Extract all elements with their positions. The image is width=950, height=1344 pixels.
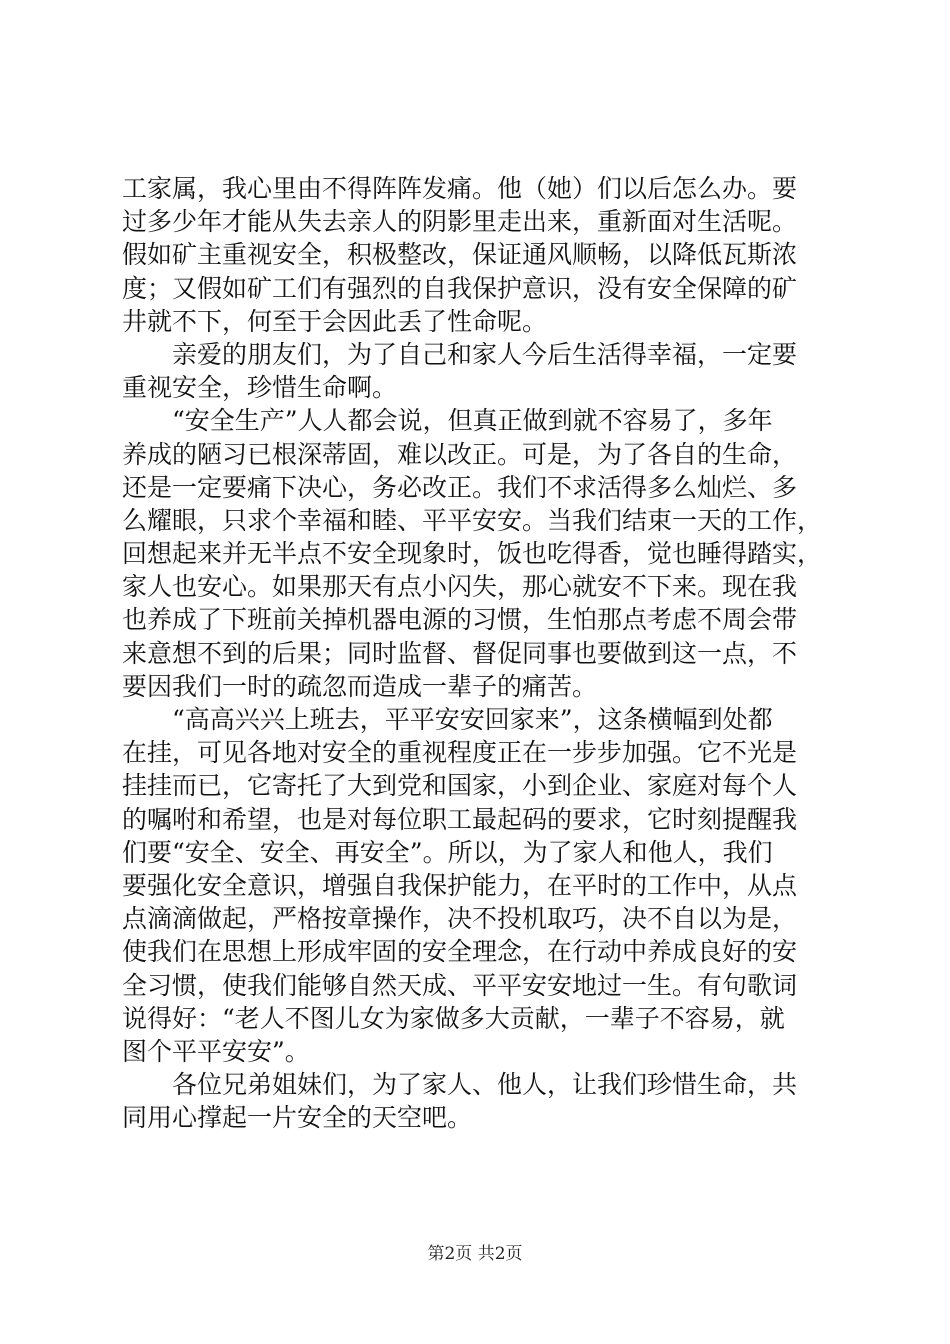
body-text	[122, 172, 842, 1134]
text-line: 还是一定要痛下决心，务必改正。我们不求活得多么灿烂、多	[122, 472, 798, 502]
text-line: 各位兄弟姐妹们，为了家人、他人，让我们珍惜生命，共	[122, 1070, 798, 1100]
text-line: 要因我们一时的疏忽而造成一辈子的痛苦。	[122, 671, 598, 701]
text-line: 图个平平安安”。	[122, 1036, 310, 1066]
text-line: 也养成了下班前关掉机器电源的习惯，生怕那点考虑不周会带	[122, 605, 798, 635]
text-line: 回想起来并无半点不安全现象时，饭也吃得香，觉也睡得踏实，	[122, 539, 823, 569]
text-line: 的嘱咐和希望，也是对每位职工最起码的要求，它时刻提醒我	[122, 804, 798, 834]
text-line: 挂挂而已，它寄托了大到党和国家，小到企业、家庭对每个人	[122, 771, 798, 801]
text-line: 井就不下，何至于会因此丢了性命呢。	[122, 306, 548, 336]
text-line: 度；又假如矿工们有强烈的自我保护意识，没有安全保障的矿	[122, 273, 798, 303]
text-line: “安全生产”人人都会说，但真正做到就不容易了，多年	[122, 406, 773, 436]
text-line: 重视安全，珍惜生命啊。	[122, 373, 398, 403]
page-footer: 第2页 共2页	[427, 1244, 523, 1264]
text-line: 在挂，可见各地对安全的重视程度正在一步步加强。它不光是	[122, 738, 798, 768]
text-line: 家人也安心。如果那天有点小闪失，那心就安不下来。现在我	[122, 572, 798, 602]
text-line: 全习惯，使我们能够自然天成、平平安安地过一生。有句歌词	[122, 970, 798, 1000]
text-line: 过多少年才能从失去亲人的阴影里走出来，重新面对生活呢。	[122, 207, 798, 237]
text-line: 工家属，我心里由不得阵阵发痛。他（她）们以后怎么办。要	[122, 174, 798, 203]
text-line: 使我们在思想上形成牢固的安全理念，在行动中养成良好的安	[122, 937, 798, 967]
text-line: 说得好：“老人不图儿女为家做多大贡献，一辈子不容易，就	[122, 1003, 785, 1033]
text-line: 点滴滴做起，严格按章操作，决不投机取巧，决不自以为是，	[122, 904, 798, 934]
text-line: 同用心撑起一片安全的天空吧。	[122, 1103, 473, 1133]
text-line: “高高兴兴上班去，平平安安回家来”，这条横幅到处都	[122, 705, 773, 734]
text-line: 假如矿主重视安全，积极整改，保证通风顺畅，以降低瓦斯浓	[122, 240, 798, 270]
text-line: 要强化安全意识，增强自我保护能力，在平时的工作中，从点	[122, 870, 798, 900]
text-line: 养成的陋习已根深蒂固，难以改正。可是，为了各自的生命，	[122, 439, 798, 469]
text-line: 来意想不到的后果；同时监督、督促同事也要做到这一点，不	[122, 638, 798, 668]
text-line: 么耀眼，只求个幸福和睦、平平安安。当我们结束一天的工作，	[122, 505, 823, 535]
text-line: 们要“安全、安全、再安全”。所以，为了家人和他人，我们	[122, 837, 773, 867]
text-line: 亲爱的朋友们，为了自己和家人今后生活得幸福，一定要	[122, 339, 798, 369]
